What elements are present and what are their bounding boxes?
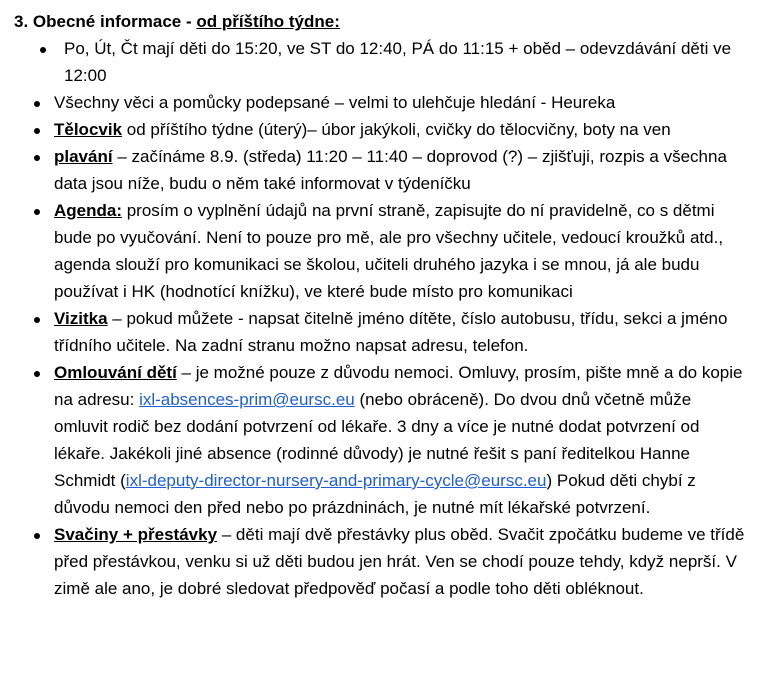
absences-term: Omlouvání dětí: [54, 363, 177, 382]
absences-email-link[interactable]: ixl-absences-prim@eursc.eu: [139, 390, 355, 409]
section-heading: [14, 8, 749, 35]
info-list: [14, 35, 749, 602]
pe-text: od příštího týdne (úterý)– úbor jakýkoli, cvičky do tělocvičny, boty na ven: [122, 120, 671, 139]
bullet-icon: [34, 128, 40, 134]
swimming-term: plavání: [54, 147, 113, 166]
bullet-icon: [34, 371, 40, 377]
list-item-absences: [14, 359, 749, 521]
bullet-icon: [34, 101, 40, 107]
schedule-text: Po, Út, Čt mají děti do 15:20, ve ST do 12:40, PÁ do 11:15 + oběd – odevzdávání děti ve 12:00: [64, 39, 732, 85]
bullet-icon: [34, 155, 40, 161]
agenda-text: prosím o vyplnění údajů na první straně, zapisujte do ní pravidelně, co s dětmi bude po vyučování. Není to pouze pro mě, ale pro všechny učitele, vedoucí kroužků atd., agenda slouží pro komunikaci se školou, učiteli druhého jazyka i se mnou, já ale budu používat i HK (hodnotící knížku), ve které bude místo pro komunikaci: [54, 201, 724, 301]
bullet-icon: [34, 533, 40, 539]
absences-text-c: ) Pokud děti chybí z důvodu nemoci den před nebo po prázdninách, je nutné mít lékařské potvrzení.: [54, 471, 696, 517]
absences-text-b: (nebo obráceně). Do dvou dnů včetně může omluvit rodič bez dodání potvrzení od lékaře. 3 dny a více je nutné dodat potvrzení od lékaře. Jakékoli jiné absence (rodinné důvody) je nutné řešit s paní ředitelkou Hanne Schmidt (: [54, 390, 700, 490]
business-card-text: – pokud můžete - napsat čitelně jméno dítěte, číslo autobusu, třídu, sekci a jméno třídního učitele. Na zadní stranu možno napsat adresu, telefon.: [54, 309, 728, 355]
deputy-director-email-link[interactable]: ixl-deputy-director-nursery-and-primary-cycle@eursc.eu: [125, 471, 547, 490]
list-item-labels: [14, 89, 749, 116]
list-item-pe: [14, 116, 749, 143]
snacks-text: – děti mají dvě přestávky plus oběd. Svačit zpočátku budeme ve třídě před přestávkou, venku si už děti budou jen hrát. Ven se chodí pouze tehdy, když neprší. V zimě ale ano, je dobré sledovat předpověď počasí a podle toho děti obléknout.: [54, 525, 745, 598]
list-item-agenda: [14, 197, 749, 305]
snacks-term: Svačiny + přestávky: [54, 525, 218, 544]
list-item-business-card: [14, 305, 749, 359]
list-item-snacks: [14, 521, 749, 602]
list-item-swimming: [14, 143, 749, 197]
bullet-icon: [40, 47, 46, 53]
business-card-term: Vizitka: [54, 309, 108, 328]
bullet-icon: [34, 317, 40, 323]
section-heading-prefix: 3. Obecné informace -: [14, 12, 197, 31]
list-item-schedule: [14, 35, 749, 89]
agenda-term: Agenda:: [54, 201, 122, 220]
pe-term: Tělocvik: [54, 120, 123, 139]
bullet-icon: [34, 209, 40, 215]
swimming-text: – začínáme 8.9. (středa) 11:20 – 11:40 – doprovod (?) – zjišťuji, rozpis a všechna data jsou níže, budu o něm také informovat v týdeníčku: [54, 147, 727, 193]
absences-text-a: – je možné pouze z důvodu nemoci. Omluvy, prosím, pište mně a do kopie na adresu:: [54, 363, 743, 409]
labels-text: Všechny věci a pomůcky podepsané – velmi to ulehčuje hledání - Heureka: [54, 93, 616, 112]
section-heading-underlined: od příštího týdne:: [196, 12, 340, 31]
